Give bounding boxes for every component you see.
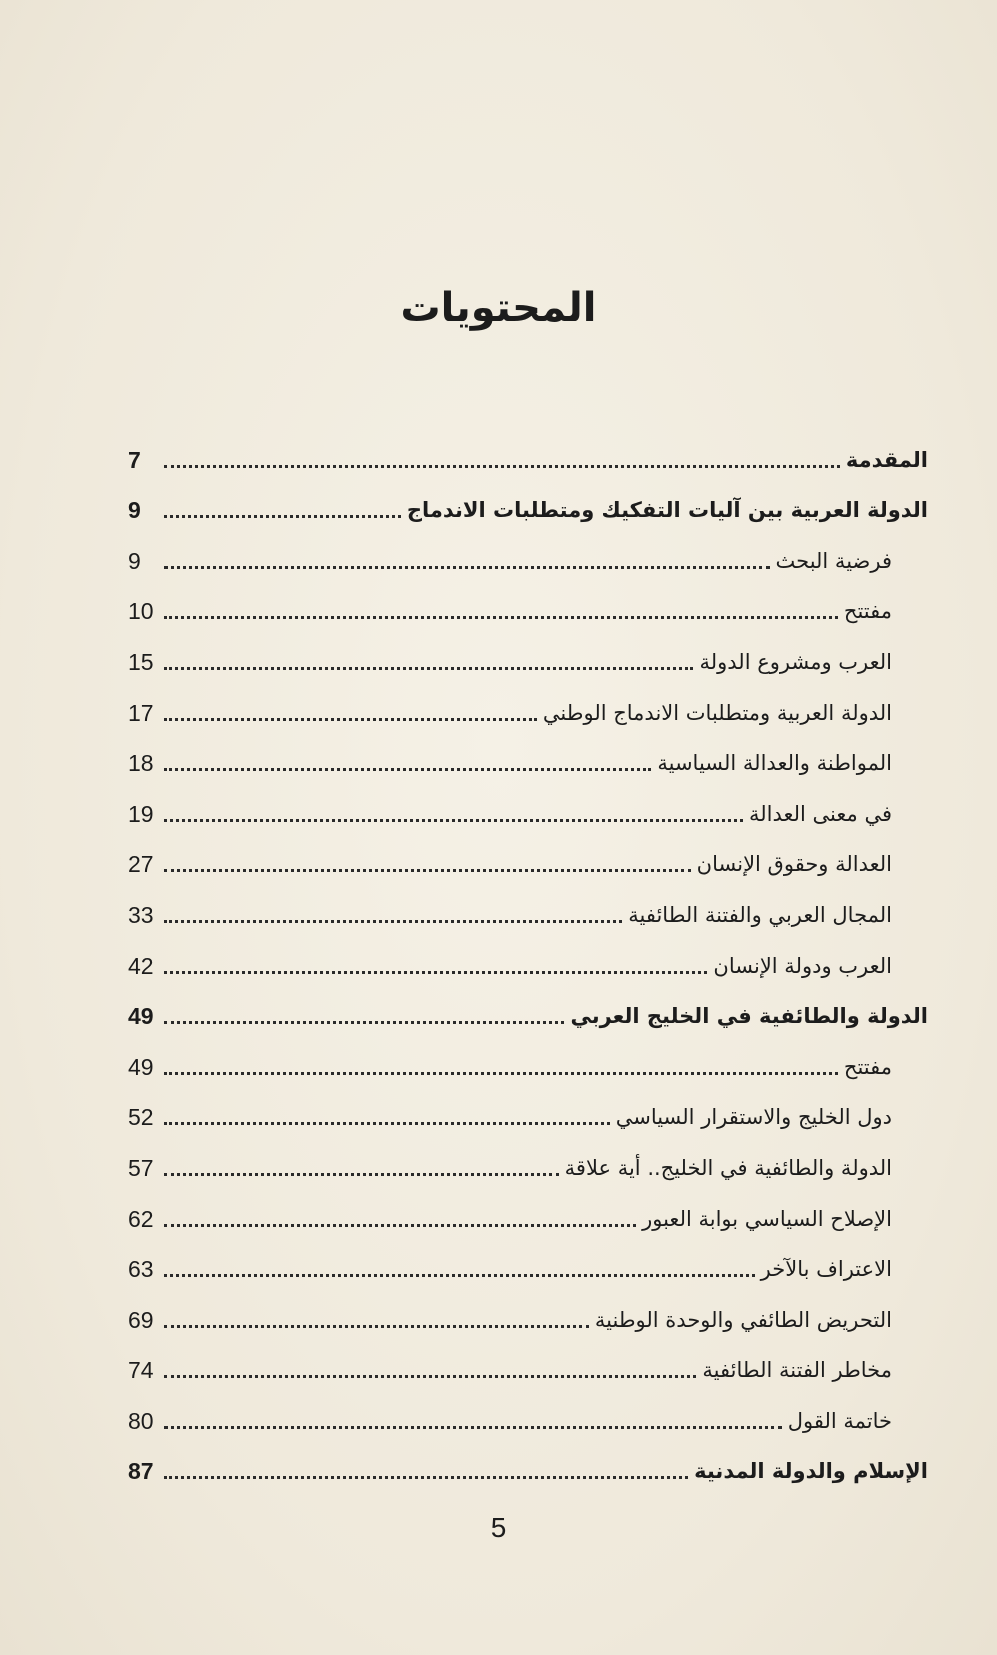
page-title: المحتويات [400, 285, 597, 331]
toc-leader-dots [164, 465, 840, 468]
toc-section-entry [128, 938, 928, 989]
toc-entry-page: 69 [128, 1306, 154, 1333]
toc-entry-title: مخاطر الفتنة الطائفية [702, 1358, 892, 1383]
toc-leader-dots [164, 1173, 559, 1176]
toc-leader-dots [164, 920, 622, 923]
toc-entry-title: الإسلام والدولة المدنية [694, 1459, 928, 1484]
toc-section-entry [128, 786, 928, 837]
toc-entry-page: 52 [128, 1104, 154, 1131]
toc-chapter-entry [128, 989, 928, 1040]
toc-entry-title: في معنى العدالة [749, 801, 892, 826]
toc-entry-title: الدولة والطائفية في الخليج العربي [570, 1004, 928, 1029]
toc-leader-dots [164, 1325, 589, 1328]
toc-entry-page: 15 [128, 648, 154, 675]
toc-entry-title: المواطنة والعدالة السياسية [657, 751, 892, 776]
toc-leader-dots [164, 1375, 696, 1378]
toc-entry-title: المقدمة [845, 447, 928, 472]
toc-section-entry [128, 634, 928, 685]
toc-section-entry [128, 685, 928, 736]
toc-leader-dots [164, 1426, 782, 1429]
toc-entry-page: 18 [128, 750, 154, 777]
toc-section-entry [128, 736, 928, 787]
toc-entry-page: 74 [128, 1357, 154, 1384]
toc-entry-title: الدولة والطائفية في الخليج.. أية علاقة [564, 1155, 892, 1180]
toc-leader-dots [164, 768, 651, 771]
toc-entry-page: 62 [128, 1205, 154, 1232]
toc-chapter-entry [128, 483, 928, 534]
toc-section-entry [128, 1393, 928, 1444]
toc-leader-dots [164, 515, 401, 518]
toc-section-entry [128, 1090, 928, 1141]
toc-section-entry [128, 1343, 928, 1394]
toc-entry-title: الدولة العربية بين آليات التفكيك ومتطلبات الاندماج [406, 498, 928, 523]
toc-leader-dots [164, 1476, 688, 1479]
toc-leader-dots [164, 667, 693, 670]
toc-chapter-entry [128, 432, 928, 483]
toc-section-entry [128, 533, 928, 584]
toc-entry-title: العرب ودولة الإنسان [713, 953, 892, 978]
toc-entry-page: 9 [128, 547, 141, 574]
toc-entry-title: مفتتح [843, 1054, 892, 1079]
toc-section-entry [128, 1140, 928, 1191]
toc-entry-title: الاعتراف بالآخر [760, 1257, 892, 1282]
page-number: 5 [490, 1512, 507, 1543]
toc-entry-page: 87 [128, 1458, 154, 1485]
toc-leader-dots [164, 1122, 610, 1125]
toc-entry-page: 9 [128, 497, 141, 524]
toc-entry-page: 49 [128, 1003, 154, 1030]
toc-entry-title: دول الخليج والاستقرار السياسي [615, 1105, 892, 1130]
toc-section-entry [128, 1292, 928, 1343]
toc-leader-dots [164, 819, 743, 822]
toc-entry-title: فرضية البحث [775, 548, 892, 573]
toc-entry-title: العدالة وحقوق الإنسان [696, 852, 892, 877]
toc-section-entry [128, 887, 928, 938]
toc-section-entry [128, 1242, 928, 1293]
toc-entry-page: 19 [128, 800, 154, 827]
toc-entry-title: الدولة العربية ومتطلبات الاندماج الوطني [542, 700, 892, 725]
toc-entry-title: خاتمة القول [787, 1408, 892, 1433]
toc-entry-page: 42 [128, 952, 154, 979]
toc-entry-page: 27 [128, 851, 154, 878]
toc-leader-dots [164, 1224, 636, 1227]
toc-entry-page: 7 [128, 446, 141, 473]
toc-leader-dots [164, 566, 770, 569]
toc-entry-title: العرب ومشروع الدولة [699, 649, 892, 674]
toc-entry-page: 17 [128, 699, 154, 726]
toc-leader-dots [164, 1021, 564, 1024]
table-of-contents [128, 432, 928, 1494]
toc-leader-dots [164, 616, 838, 619]
toc-entry-title: المجال العربي والفتنة الطائفية [628, 902, 892, 927]
toc-entry-page: 33 [128, 901, 154, 928]
toc-chapter-entry [128, 1444, 928, 1495]
toc-entry-page: 63 [128, 1256, 154, 1283]
toc-entry-title: مفتتح [843, 599, 892, 624]
toc-section-entry [128, 1039, 928, 1090]
toc-leader-dots [164, 1274, 755, 1277]
toc-entry-page: 57 [128, 1154, 154, 1181]
toc-entry-page: 10 [128, 598, 154, 625]
toc-section-entry [128, 837, 928, 888]
toc-entry-page: 49 [128, 1053, 154, 1080]
toc-leader-dots [164, 971, 707, 974]
toc-section-entry [128, 1191, 928, 1242]
toc-entry-title: التحريض الطائفي والوحدة الوطنية [594, 1307, 892, 1332]
toc-entry-page: 80 [128, 1407, 154, 1434]
toc-entry-title: الإصلاح السياسي بوابة العبور [642, 1206, 892, 1231]
toc-leader-dots [164, 1072, 838, 1075]
toc-leader-dots [164, 869, 691, 872]
toc-leader-dots [164, 718, 537, 721]
toc-section-entry [128, 584, 928, 635]
